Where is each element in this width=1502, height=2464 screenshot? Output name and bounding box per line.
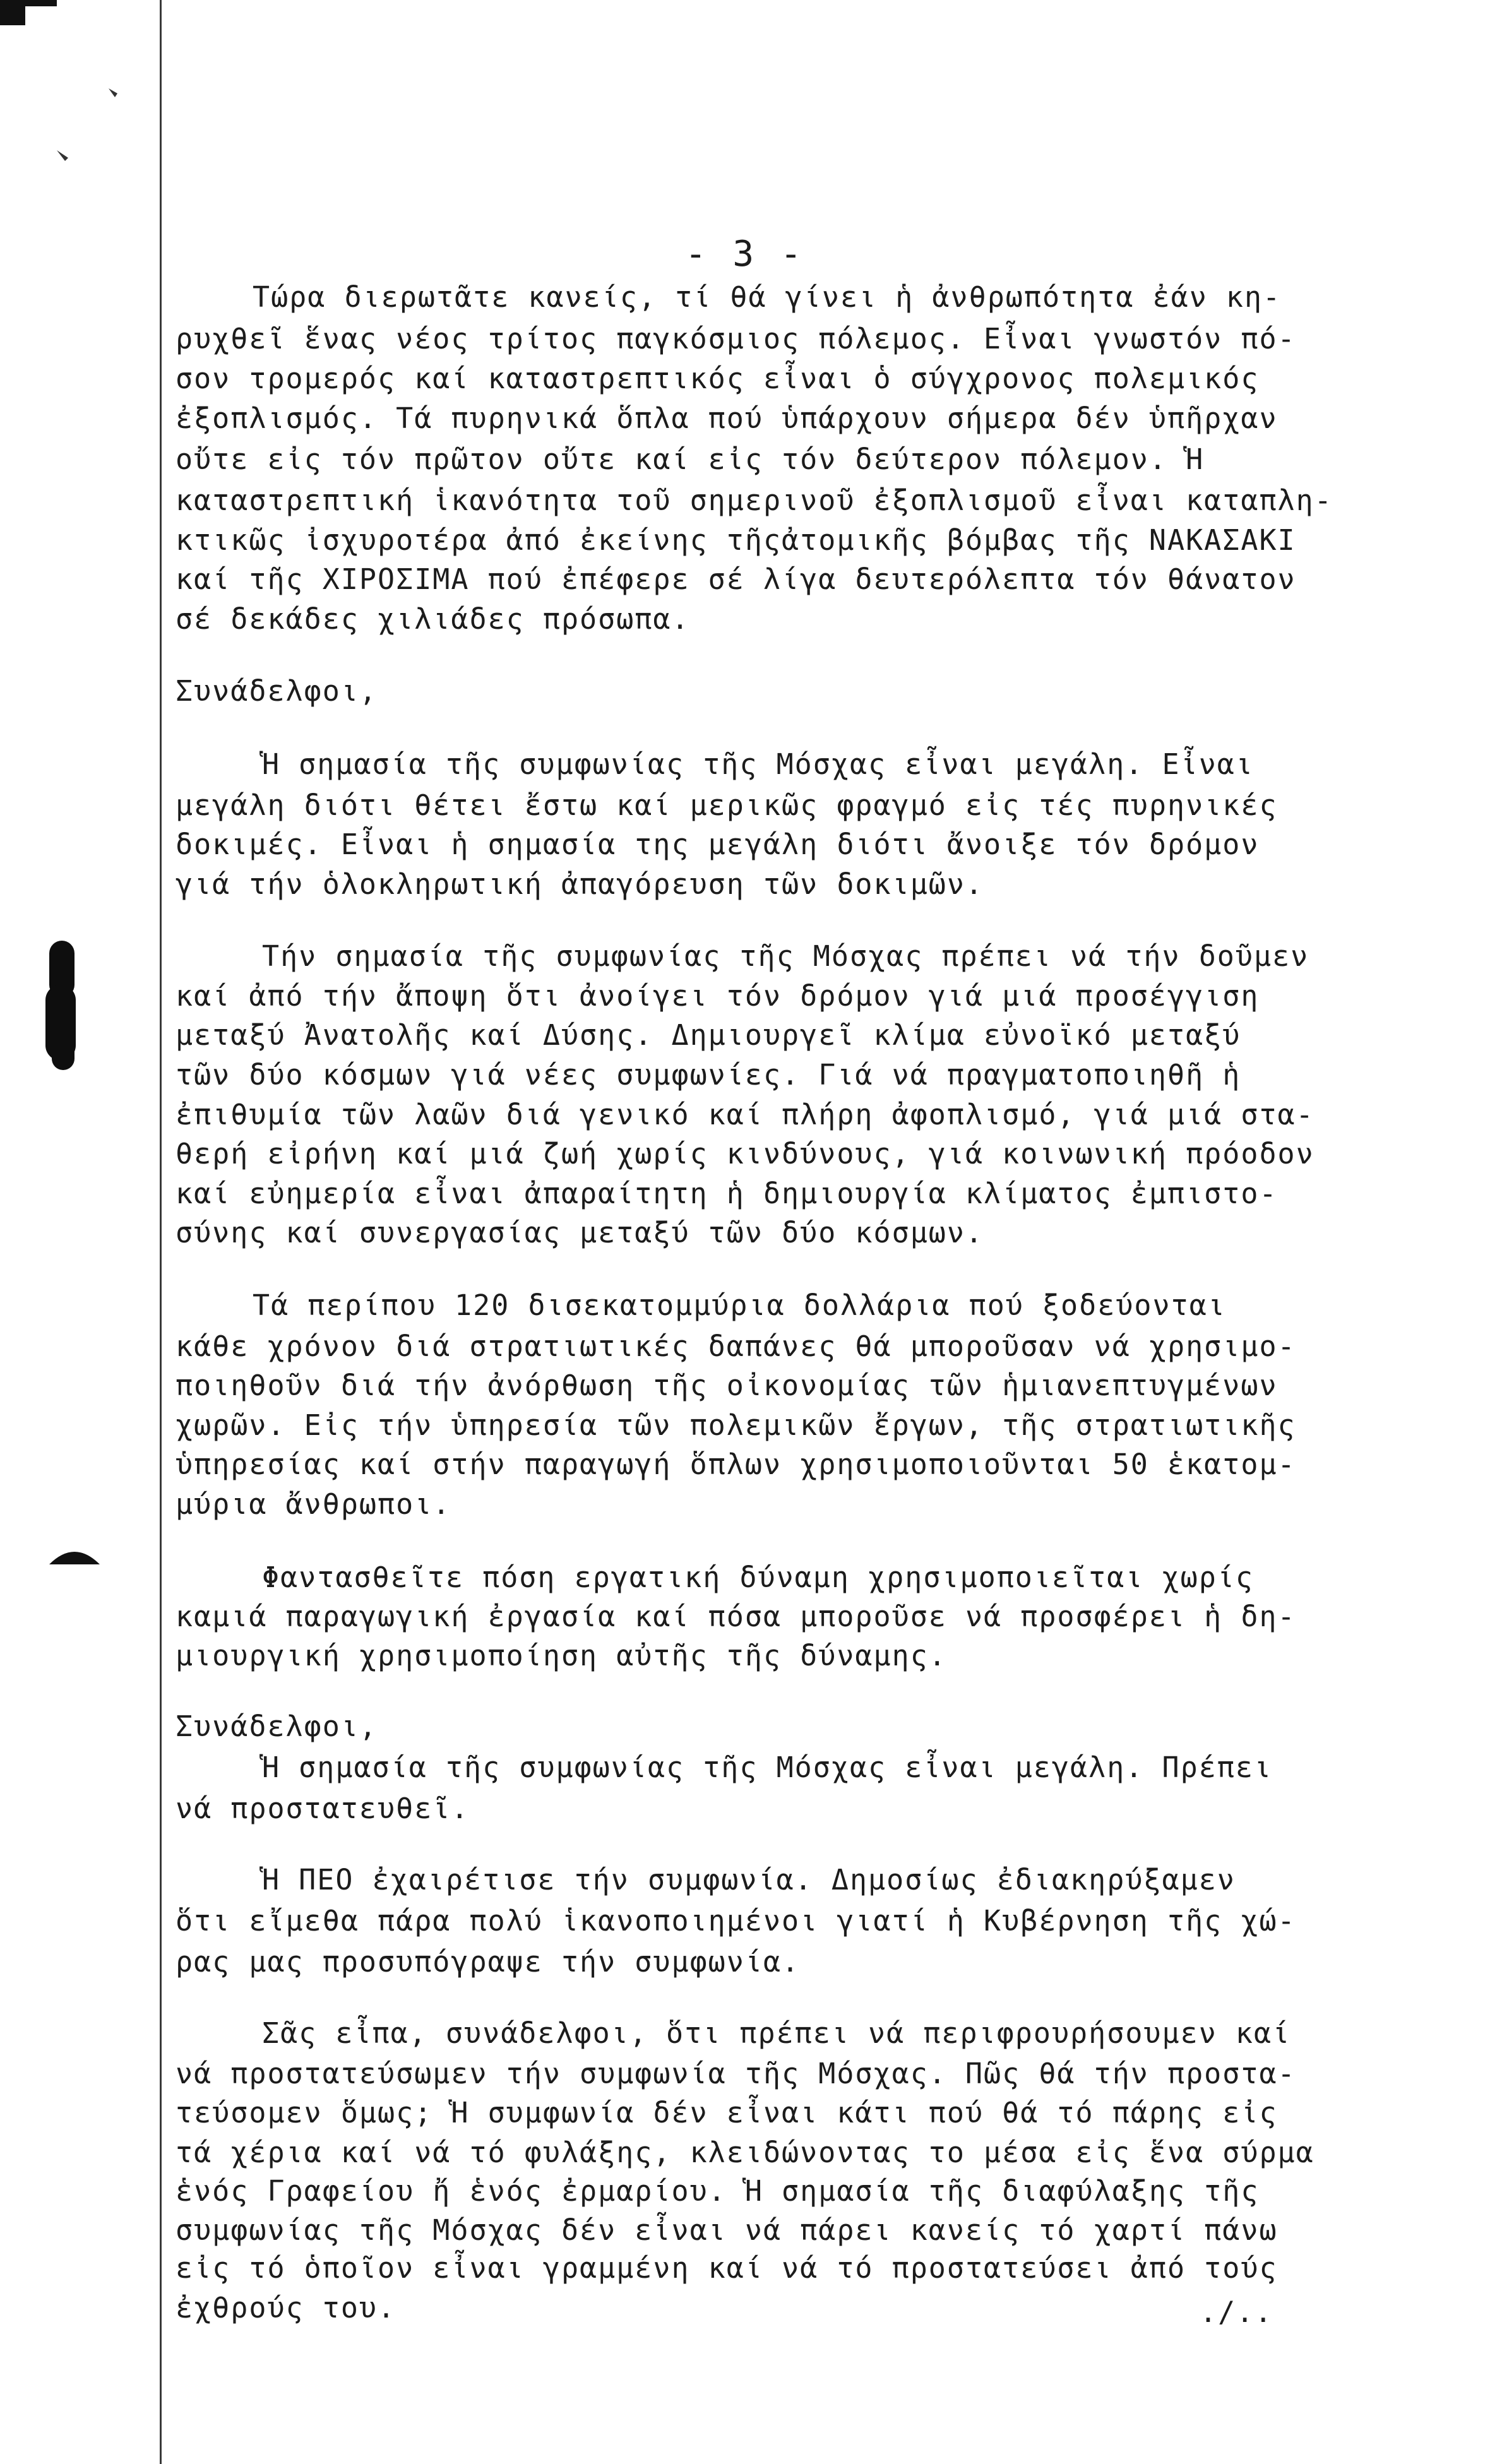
text-line: Ἡ σημασία τῆς συμφωνίας τῆς Μόσχας εἶναι μεγάλη. Πρέπει bbox=[262, 1751, 1273, 1784]
text-line: καί ἀπό τήν ἄποψη ὅτι ἀνοίγει τόν δρόμον γιά μιά προσέγγιση bbox=[176, 979, 1260, 1013]
text-line: Φαντασθεῖτε πόση εργατική δύναμη χρησιμοποιεῖται χωρίς bbox=[262, 1561, 1254, 1594]
text-line: μύρια ἄνθρωποι. bbox=[176, 1487, 451, 1521]
text-line: Συνάδελφοι, bbox=[176, 674, 378, 708]
text-line: κτικῶς ἰσχυροτέρα ἀπό ἐκείνης τῆςἀτομικῆς βόμβας τῆς ΝΑΚΑΣΑΚΙ bbox=[176, 523, 1296, 557]
speck bbox=[57, 150, 68, 161]
page-number: - 3 - bbox=[685, 234, 804, 275]
text-line: τῶν δύο κόσμων γιά νέες συμφωνίες. Γιά νά πραγματοποιηθῆ ἡ bbox=[176, 1058, 1241, 1092]
text-line: μεγάλη διότι θέτει ἔστω καί μερικῶς φραγμό εἰς τές πυρηνικές bbox=[176, 789, 1278, 822]
text-line: Ἡ σημασία τῆς συμφωνίας τῆς Μόσχας εἶναι μεγάλη. Εἶναι bbox=[262, 747, 1254, 781]
text-line: καί εὐημερία εἶναι ἀπαραίτητη ἡ δημιουργία κλίματος ἐμπιστο- bbox=[176, 1177, 1278, 1210]
text-line: ἐχθρούς του. bbox=[176, 2291, 396, 2324]
text-line: σύνης καί συνεργασίας μεταξύ τῶν δύο κόσμων. bbox=[176, 1216, 984, 1249]
text-line: τεύσομεν ὅμως; Ἡ συμφωνία δέν εἶναι κάτι πού θά τό πάρης εἰς bbox=[176, 2096, 1278, 2129]
speck bbox=[109, 88, 117, 97]
text-line: ἐπιθυμία τῶν λαῶν διά γενικό καί πλήρη ἀφοπλισμό, γιά μιά στα- bbox=[176, 1098, 1314, 1131]
text-line: Σᾶς εἶπα, συνάδελφοι, ὅτι πρέπει νά περιφρουρήσουμεν καί bbox=[262, 2016, 1291, 2050]
text-line: νά προστατεύσωμεν τήν συμφωνία τῆς Μόσχας. Πῶς θά τήν προστα- bbox=[176, 2057, 1296, 2090]
text-line: χωρῶν. Εἰς τήν ὑπηρεσία τῶν πολεμικῶν ἔργων, τῆς στρατιωτικῆς bbox=[176, 1408, 1296, 1442]
text-line: Τήν σημασία τῆς συμφωνίας τῆς Μόσχας πρέπει νά τήν δοῦμεν bbox=[262, 939, 1309, 973]
text-line: οὔτε εἰς τόν πρῶτον οὔτε καί εἰς τόν δεύτερον πόλεμον. Ἡ bbox=[176, 443, 1205, 476]
text-line: μεταξύ Ἀνατολῆς καί Δύσης. Δημιουργεῖ κλίμα εὐνοϊκό μεταξύ bbox=[176, 1018, 1241, 1052]
continuation-mark: ./.. bbox=[1200, 2295, 1273, 2329]
text-line: καμιά παραγωγική ἐργασία καί πόσα μποροῦσε νά προσφέρει ἡ δη- bbox=[176, 1600, 1296, 1633]
text-line: Τά περίπου 120 δισεκατομμύρια δολλάρια πού ξοδεύονται bbox=[253, 1289, 1226, 1322]
text-line: καταστρεπτική ἱκανότητα τοῦ σημερινοῦ ἐξοπλισμοῦ εἶναι καταπλη- bbox=[176, 484, 1333, 517]
text-line: ποιηθοῦν διά τήν ἀνόρθωση τῆς οἰκονομίας τῶν ἡμιανεπτυγμένων bbox=[176, 1369, 1278, 1402]
corner-mark bbox=[0, 0, 57, 25]
text-line: θερή εἰρήνη καί μιά ζωή χωρίς κινδύνους, γιά κοινωνική πρόοδον bbox=[176, 1137, 1314, 1170]
left-edge-line bbox=[160, 0, 162, 2464]
text-line: ὅτι εἴμεθα πάρα πολύ ἱκανοποιημένοι γιατί ἡ Κυβέρνηση τῆς χώ- bbox=[176, 1904, 1296, 1937]
text-line: τά χέρια καί νά τό φυλάξης, κλειδώνοντας το μέσα εἰς ἕνα σύρμα bbox=[176, 2136, 1314, 2169]
text-line: ἐξοπλισμός. Τά πυρηνικά ὅπλα πού ὑπάρχουν σήμερα δέν ὑπῆρχαν bbox=[176, 402, 1278, 435]
text-line: σέ δεκάδες χιλιάδες πρόσωπα. bbox=[176, 602, 690, 636]
text-line: ὑπηρεσίας καί στήν παραγωγή ὅπλων χρησιμοποιοῦνται 50 ἑκατομ- bbox=[176, 1448, 1296, 1481]
text-line: συμφωνίας τῆς Μόσχας δέν εἶναι νά πάρει κανείς τό χαρτί πάνω bbox=[176, 2213, 1278, 2247]
text-line: ρας μας προσυπόγραψε τήν συμφωνία. bbox=[176, 1945, 801, 1979]
text-line: κάθε χρόνον διά στρατιωτικές δαπάνες θά μποροῦσαν νά χρησιμο- bbox=[176, 1330, 1296, 1363]
text-line: σον τρομερός καί καταστρεπτικός εἶναι ὁ σύγχρονος πολεμικός bbox=[176, 362, 1260, 395]
text-line: δοκιμές. Εἶναι ἡ σημασία της μεγάλη διότι ἄνοιξε τόν δρόμον bbox=[176, 828, 1260, 861]
text-line: καί τῆς ΧΙΡΟΣΙΜΑ πού ἐπέφερε σέ λίγα δευτερόλεπτα τόν θάνατον bbox=[176, 562, 1296, 596]
binder-hole-marks bbox=[45, 941, 76, 1070]
text-line: Ἡ ΠΕΟ ἐχαιρέτισε τήν συμφωνία. Δημοσίως ἐδιακηρύξαμεν bbox=[262, 1863, 1236, 1896]
text-line: γιά τήν ὁλοκληρωτική ἀπαγόρευση τῶν δοκιμῶν. bbox=[176, 867, 984, 901]
text-line: Συνάδελφοι, bbox=[176, 1710, 378, 1743]
text-line: ρυχθεῖ ἕνας νέος τρίτος παγκόσμιος πόλεμος. Εἶναι γνωστόν πό- bbox=[176, 322, 1296, 355]
text-line: ἑνός Γραφείου ἤ ἑνός ἐρμαρίου. Ἡ σημασία τῆς διαφύλαξης τῆς bbox=[176, 2174, 1260, 2208]
text-line: νά προστατευθεῖ. bbox=[176, 1792, 470, 1825]
text-line: εἰς τό ὁποῖον εἶναι γραμμένη καί νά τό προστατεύσει ἀπό τούς bbox=[176, 2251, 1278, 2285]
text-line: μιουργική χρησιμοποίηση αὐτῆς τῆς δύναμης. bbox=[176, 1639, 947, 1672]
punch-mark bbox=[49, 1552, 100, 1564]
text-line: Τώρα διερωτᾶτε κανείς, τί θά γίνει ἡ ἀνθρωπότητα ἐάν κη- bbox=[253, 280, 1282, 314]
